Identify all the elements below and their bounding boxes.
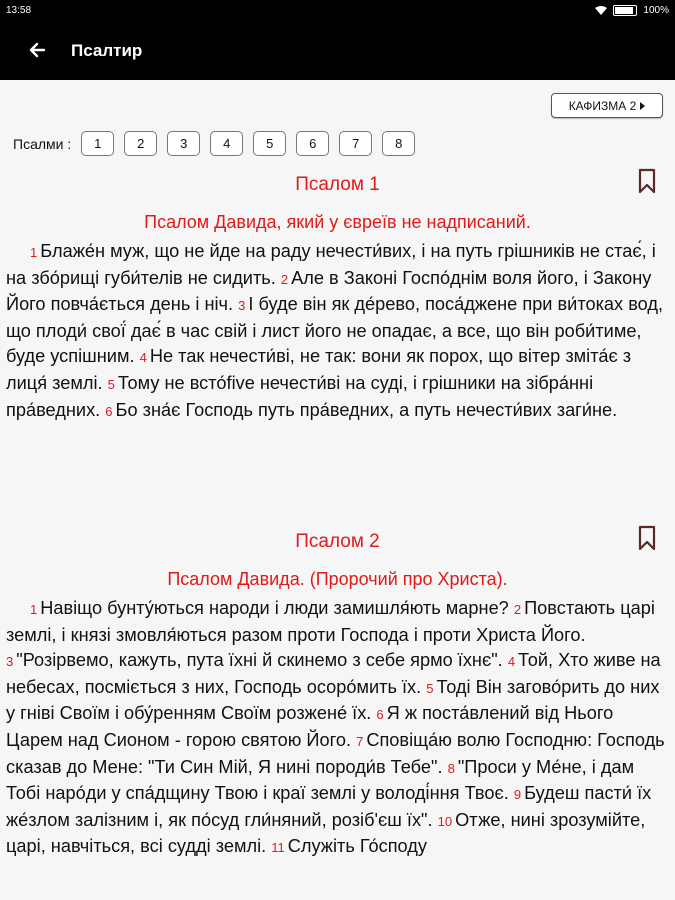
psalm-button-1[interactable]: 1 — [81, 131, 114, 156]
verse-number: 9 — [513, 787, 522, 803]
verse-text: Служіть Го́споду — [287, 836, 427, 857]
psalm-button-3[interactable]: 3 — [167, 131, 200, 156]
psalm-button-4[interactable]: 4 — [210, 131, 243, 156]
verse-text: Не так нечести́ві, не так: вони як порох, що вітер зміта́є з лиця́ землі. — [6, 346, 632, 393]
bookmark-icon[interactable] — [638, 168, 656, 194]
verse-text: Навіщо бунту́ються народи і люди замишля́ють марне? — [40, 598, 509, 618]
psalm-text — [6, 596, 671, 861]
verse-text: Тоді Він загово́рить до них у гніві Своїм і обу́ренням Своїм розжене́ їх. — [6, 676, 660, 724]
verse-number: 2 — [513, 602, 522, 617]
psalm-selector-label: Псалми : — [13, 135, 72, 152]
psalm-button-6[interactable]: 6 — [296, 131, 329, 156]
status-bar — [0, 0, 675, 22]
triangle-right-icon — [640, 102, 645, 110]
verse-text: Блаже́н муж, що не йде на раду нечести́вих, і на путь грішників не стає́, і на збо́рищі губи́телів не сидить. — [6, 241, 656, 288]
psalm-selector — [13, 131, 425, 156]
verse-number: 4 — [507, 654, 516, 670]
verse-number: 4 — [139, 350, 147, 366]
psalm-subtitle: Псалом Давида, який у євреїв не надписаний. — [144, 212, 531, 232]
psalm-title: Псалом 2 — [295, 531, 380, 552]
psalm-text — [6, 239, 671, 424]
psalm-title: Псалом 1 — [295, 174, 380, 195]
verse-text: Тому не всто́five нечести́ві на суді, і грішники на зібра́нні пра́ведних. — [6, 372, 594, 420]
verse-text: Бо зна́є Господь путь пра́ведних, а путь нечести́вих заги́не. — [115, 399, 618, 420]
psalm-button-7[interactable]: 7 — [339, 131, 372, 156]
battery-icon — [613, 5, 637, 16]
battery-percent: 100% — [643, 5, 669, 16]
verse-number: 10 — [437, 813, 453, 829]
psalm-subtitle: Псалом Давида. (Пророчий про Христа). — [167, 569, 508, 589]
verse-text: Але в Законі Госпо́днім воля його, і Закону Його повча́ється день і ніч. — [6, 267, 652, 315]
status-time: 13:58 — [6, 5, 32, 16]
verse-text: Сповіща́ю волю Господню: Господь сказав до Мене: "Ти Син Мій, Я нині породи́в Тебе". — [6, 729, 665, 777]
app-bar — [0, 22, 675, 80]
verse-number: 6 — [105, 403, 113, 419]
back-arrow-icon[interactable] — [24, 36, 52, 64]
verse-number: 2 — [280, 271, 289, 287]
verse-text: Отже, нині зрозумійте, царі, навчіться, всі судді землі. — [6, 809, 646, 857]
psalm-button-2[interactable]: 2 — [124, 131, 157, 156]
verse-number: 3 — [6, 654, 14, 670]
verse-number: 7 — [356, 733, 364, 749]
kafizma-label: КАФИЗМА 2 — [568, 98, 637, 113]
verse-text: Будеш пасти́ їх же́злом залізним і, як по́суд гли́няний, розіб'єш їх". — [6, 783, 652, 830]
verse-number: 6 — [376, 707, 384, 723]
verse-number: 1 — [30, 245, 38, 260]
verse-number: 3 — [238, 298, 246, 314]
verse-text: Той, Хто живе на небесах, посміється з них, Господь осоро́мить їх. — [6, 650, 661, 697]
verse-text: І буде він як де́рево, поса́джене при ви́токах вод, що плоди́ свої́ дає́ в час свій і лист його не опадає, а все, що він роби́тиме, буде успішним. — [6, 294, 664, 367]
verse-number: 1 — [30, 602, 38, 617]
status-right — [595, 5, 669, 16]
verse-number: 5 — [107, 376, 115, 392]
verse-number: 5 — [426, 680, 434, 696]
psalm-button-8[interactable]: 8 — [382, 131, 415, 156]
verse-text: Я ж поста́влений від Нього Царем над Сионом - горою святою Його. — [6, 703, 614, 750]
verse-text: "Розірвемо, кажуть, пута їхні й скинемо з себе ярмо їхнє". — [16, 650, 503, 671]
kafizma-button[interactable] — [551, 93, 663, 118]
app-title: Псалтир — [71, 41, 143, 60]
verse-text: Повстають царі землі, і князі змовля́ються разом проти Господа і проти Христа Його. — [6, 598, 655, 645]
psalm-button-5[interactable]: 5 — [253, 131, 286, 156]
verse-number: 11 — [271, 840, 285, 856]
wifi-icon — [595, 6, 607, 15]
bookmark-icon[interactable] — [638, 525, 656, 551]
verse-number: 8 — [447, 760, 455, 776]
verse-text: "Проси у Ме́не, і дам Тобі наро́ди у спа́дщину Твою і краї землі у володі́ння Твоє. — [6, 756, 635, 804]
